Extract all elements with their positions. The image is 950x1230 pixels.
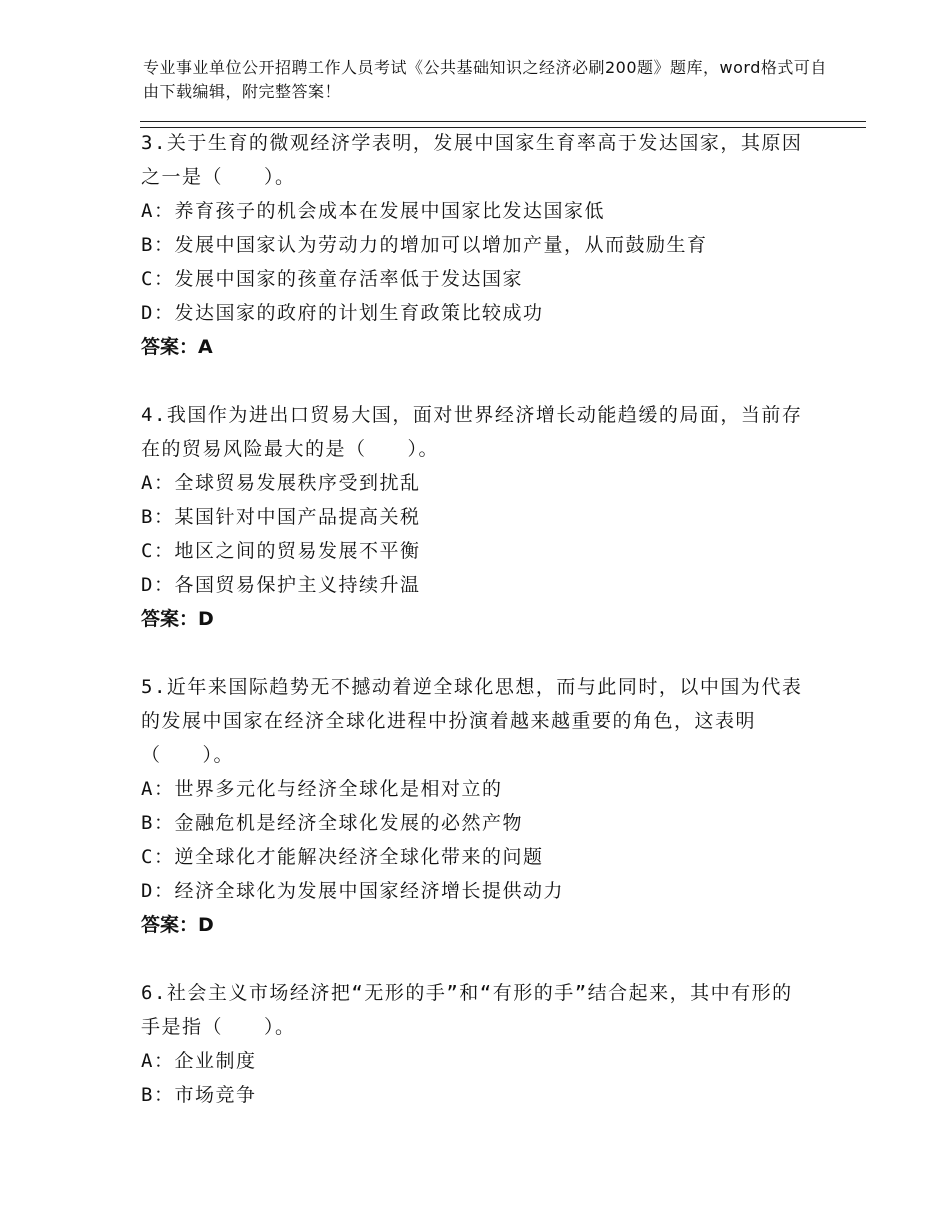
option-c: C：逆全球化才能解决经济全球化带来的问题 bbox=[141, 846, 544, 868]
option-a: A：世界多元化与经济全球化是相对立的 bbox=[141, 778, 503, 800]
spacer bbox=[141, 636, 811, 670]
option-c: C：地区之间的贸易发展不平衡 bbox=[141, 540, 421, 562]
spacer bbox=[141, 942, 811, 976]
option-a: A：全球贸易发展秩序受到扰乱 bbox=[141, 472, 421, 494]
option-a: A：企业制度 bbox=[141, 1050, 257, 1072]
option-c: C：发展中国家的孩童存活率低于发达国家 bbox=[141, 268, 523, 290]
question-stem: 6.社会主义市场经济把“无形的手”和“有形的手”结合起来，其中有形的手是指（ ）。 bbox=[141, 982, 793, 1038]
answer-line: 答案：D bbox=[141, 608, 214, 630]
answer-line: 答案：D bbox=[141, 914, 214, 936]
option-b: B：市场竞争 bbox=[141, 1084, 257, 1106]
option-d: D：各国贸易保护主义持续升温 bbox=[141, 574, 421, 596]
option-b: B：某国针对中国产品提高关税 bbox=[141, 506, 421, 528]
document-header bbox=[143, 56, 843, 104]
question-stem: 4.我国作为进出口贸易大国，面对世界经济增长动能趋缓的局面，当前存在的贸易风险最大的是（ ）。 bbox=[141, 404, 803, 460]
option-b: B：金融危机是经济全球化发展的必然产物 bbox=[141, 812, 523, 834]
question-stem: 5.近年来国际趋势无不撼动着逆全球化思想，而与此同时，以中国为代表的发展中国家在经济全球化进程中扮演着越来越重要的角色，这表明（ ）。 bbox=[141, 676, 803, 766]
option-d: D：发达国家的政府的计划生育政策比较成功 bbox=[141, 302, 544, 324]
spacer bbox=[141, 364, 811, 398]
question-5 bbox=[141, 670, 811, 942]
option-a: A：养育孩子的机会成本在发展中国家比发达国家低 bbox=[141, 200, 605, 222]
question-6 bbox=[141, 976, 811, 1112]
header-title: 专业事业单位公开招聘工作人员考试《公共基础知识之经济必刷200题》题库，word格式可自由下载编辑，附完整答案！ bbox=[143, 58, 827, 101]
answer-line: 答案：A bbox=[141, 336, 213, 358]
option-d: D：经济全球化为发展中国家经济增长提供动力 bbox=[141, 880, 564, 902]
option-b: B：发展中国家认为劳动力的增加可以增加产量，从而鼓励生育 bbox=[141, 234, 708, 256]
question-3 bbox=[141, 126, 811, 364]
question-list bbox=[141, 126, 811, 1112]
question-4 bbox=[141, 398, 811, 636]
question-stem: 3.关于生育的微观经济学表明，发展中国家生育率高于发达国家，其原因之一是（ ）。 bbox=[141, 132, 803, 188]
